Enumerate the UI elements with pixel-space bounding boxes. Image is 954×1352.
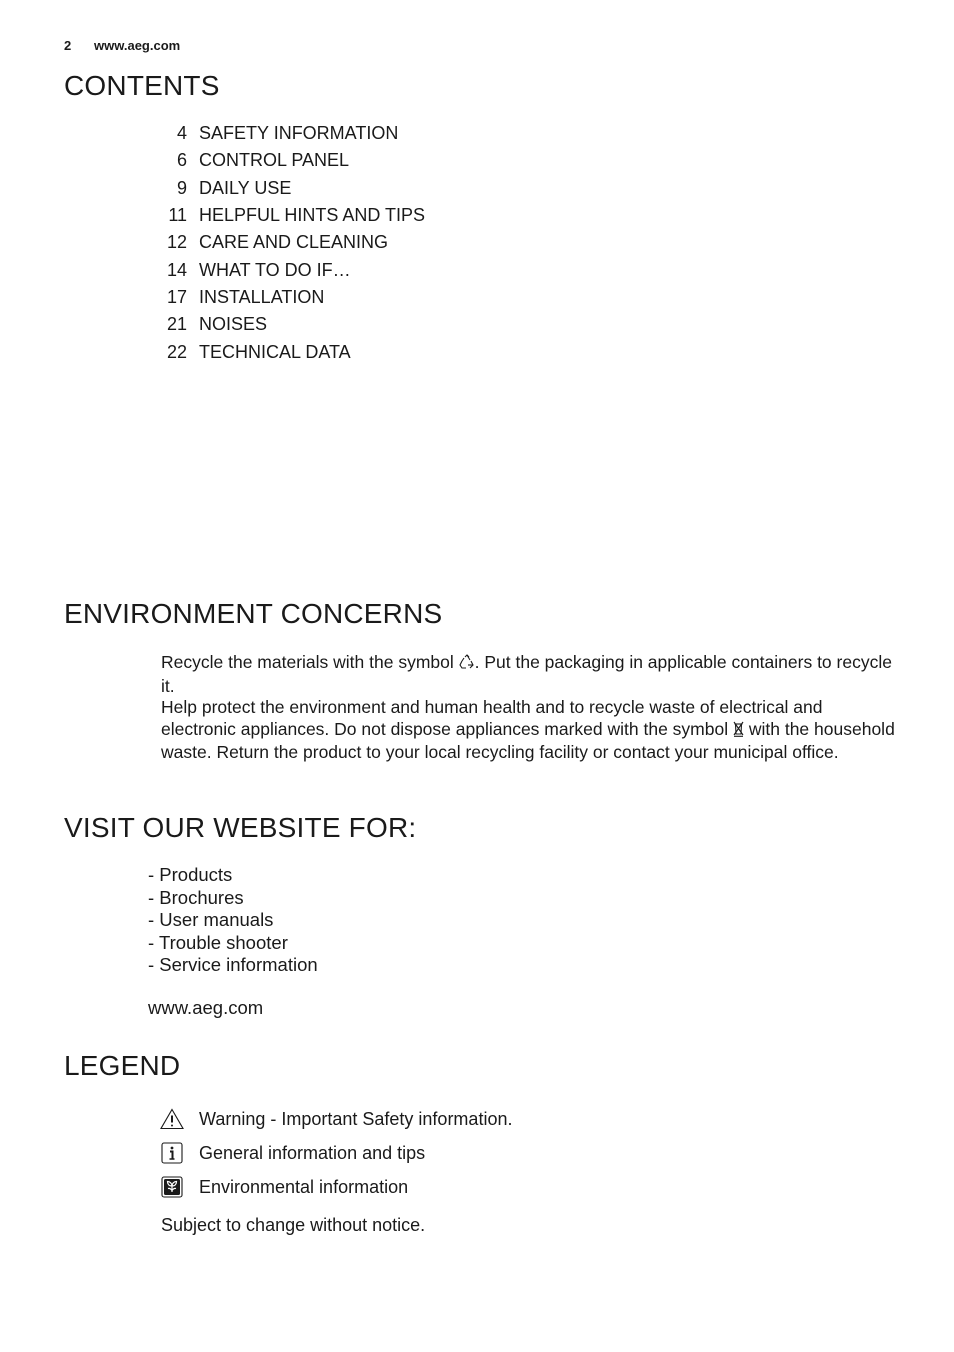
toc-page: 4 <box>176 123 187 144</box>
website-item: - Service information <box>148 954 318 976</box>
toc-label: SAFETY INFORMATION <box>199 123 399 144</box>
toc-label: WHAT TO DO IF… <box>199 259 351 280</box>
toc-item[interactable] <box>150 147 425 174</box>
page-number: 2 <box>64 38 72 53</box>
weee-text-start: Help protect the environment and human health and to recycle waste of electrical and electronic appliances. Do not dispose appliances marked with the symbol <box>161 697 823 739</box>
website-item: - Trouble shooter <box>148 931 288 953</box>
toc-page: 11 <box>168 205 187 226</box>
legend-text: Environmental information <box>199 1176 409 1197</box>
crossed-bin-icon <box>733 721 744 743</box>
website-item: - User manuals <box>148 909 274 931</box>
page-header <box>64 38 180 53</box>
legend-list <box>160 1102 512 1204</box>
toc-item[interactable] <box>150 256 425 283</box>
toc-item[interactable] <box>150 311 425 338</box>
website-list <box>148 864 318 1020</box>
contents-title: CONTENTS <box>64 70 220 101</box>
legend-text: General information and tips <box>199 1142 426 1163</box>
toc-label: INSTALLATION <box>199 286 325 307</box>
toc-page: 17 <box>166 286 187 307</box>
environment-icon <box>160 1175 184 1199</box>
weee-paragraph <box>161 697 901 764</box>
toc-label: CARE AND CLEANING <box>199 232 389 253</box>
toc-page: 14 <box>166 259 187 280</box>
change-notice: Subject to change without notice. <box>161 1215 426 1235</box>
website-title: VISIT OUR WEBSITE FOR: <box>64 812 417 843</box>
toc-page: 21 <box>166 314 187 335</box>
recycle-text-end: . Put the packaging in applicable containers to recycle it. <box>161 652 892 696</box>
toc-label: DAILY USE <box>199 177 292 198</box>
weee-text-end: with the household waste. Return the product to your local recycling facility or contact your municipal office. <box>161 718 895 762</box>
recycle-text-start: Recycle the materials with the symbol <box>161 652 454 672</box>
toc-label: NOISES <box>199 314 268 335</box>
toc-label: TECHNICAL DATA <box>199 341 351 362</box>
website-url-link[interactable]: www.aeg.com <box>148 996 264 1018</box>
legend-text: Warning - Important Safety information. <box>199 1108 513 1129</box>
toc-item[interactable] <box>150 229 425 256</box>
toc-label: HELPFUL HINTS AND TIPS <box>199 205 426 226</box>
toc-item[interactable] <box>150 338 425 365</box>
legend-item <box>160 1170 512 1204</box>
recycle-paragraph <box>161 652 901 697</box>
toc-page: 6 <box>176 150 187 171</box>
header-site: www.aeg.com <box>94 38 181 53</box>
warning-icon <box>160 1107 184 1131</box>
website-item: - Products <box>148 864 233 885</box>
legend-item <box>160 1136 512 1170</box>
toc-page: 22 <box>166 341 187 362</box>
environment-text <box>161 652 901 764</box>
toc-item[interactable] <box>150 202 425 229</box>
recycle-icon <box>459 654 475 676</box>
toc-item[interactable] <box>150 120 425 147</box>
toc-page: 9 <box>176 177 187 198</box>
contents-list <box>150 120 425 366</box>
environment-title: ENVIRONMENT CONCERNS <box>64 598 443 629</box>
toc-item[interactable] <box>150 284 425 311</box>
legend-item <box>160 1102 512 1136</box>
website-item: - Brochures <box>148 886 244 908</box>
toc-item[interactable] <box>150 175 425 202</box>
toc-label: CONTROL PANEL <box>199 150 350 171</box>
toc-page: 12 <box>166 232 187 253</box>
legend-title: LEGEND <box>64 1050 181 1081</box>
info-icon <box>160 1141 184 1165</box>
